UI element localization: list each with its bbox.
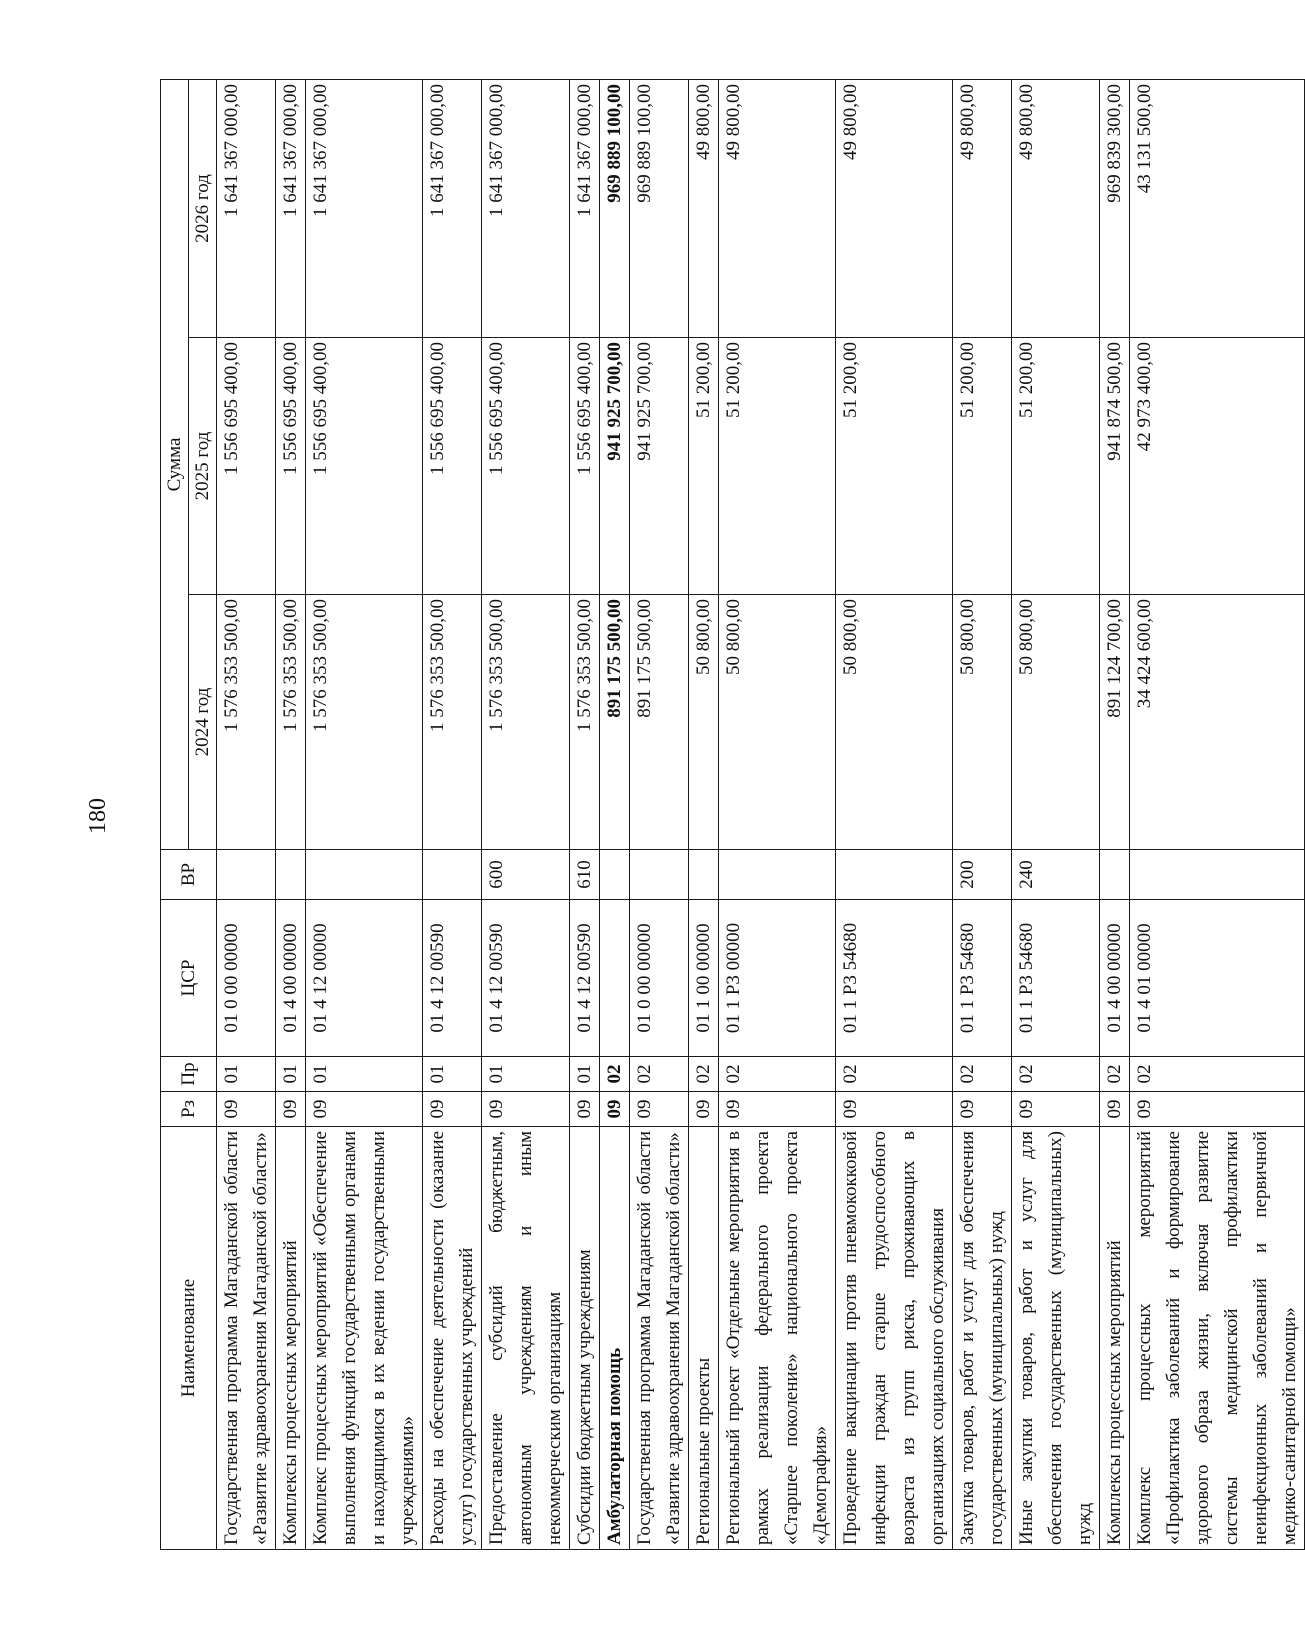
cell-csr: 01 1 Р3 54680 bbox=[1012, 900, 1100, 1057]
cell-sum-2024: 1 576 353 500,00 bbox=[276, 595, 306, 850]
table-row bbox=[217, 80, 276, 1550]
cell-sum-2024: 891 124 700,00 bbox=[1100, 595, 1130, 850]
cell-sum-2026: 1 641 367 000,00 bbox=[276, 80, 306, 338]
cell-pr: 02 bbox=[600, 1057, 630, 1092]
cell-vr: 240 bbox=[1012, 850, 1100, 900]
cell-sum-2024: 891 175 500,00 bbox=[630, 595, 689, 850]
cell-sum-2026: 1 641 367 000,00 bbox=[482, 80, 570, 338]
table-row bbox=[630, 80, 689, 1550]
table-row bbox=[1130, 80, 1305, 1550]
cell-pr: 01 bbox=[306, 1057, 423, 1092]
cell-rz: 09 bbox=[276, 1092, 306, 1127]
table-body bbox=[217, 80, 1305, 1550]
cell-name: Комплекс процессных мероприятий «Профилактика заболеваний и формирование здорового образа жизни, включая развитие системы медицинской профилактики неинфекционных заболеваний и первичной медико-санитарной помощи» bbox=[1130, 1127, 1305, 1550]
cell-vr bbox=[600, 850, 630, 900]
cell-vr: 200 bbox=[953, 850, 1012, 900]
table-row bbox=[482, 80, 570, 1550]
cell-sum-2024: 50 800,00 bbox=[836, 595, 953, 850]
cell-sum-2024: 1 576 353 500,00 bbox=[217, 595, 276, 850]
cell-name: Закупка товаров, работ и услуг для обеспечения государственных (муниципальных) нужд bbox=[953, 1127, 1012, 1550]
table-row bbox=[423, 80, 482, 1550]
cell-vr bbox=[217, 850, 276, 900]
cell-csr bbox=[600, 900, 630, 1057]
page-number: 180 bbox=[85, 798, 111, 834]
cell-pr: 01 bbox=[570, 1057, 600, 1092]
cell-name: Комплекс процессных мероприятий «Обеспечение выполнения функций государственными органами и находящимися в их ведении государственными учреждениями» bbox=[306, 1127, 423, 1550]
cell-sum-2026: 43 131 500,00 bbox=[1130, 80, 1305, 338]
cell-sum-2026: 1 641 367 000,00 bbox=[217, 80, 276, 338]
cell-sum-2026: 49 800,00 bbox=[953, 80, 1012, 338]
cell-name: Региональный проект «Отдельные мероприятия в рамках реализации федерального проекта «Старшее поколение» национального проекта «Демография» bbox=[719, 1127, 836, 1550]
cell-sum-2025: 1 556 695 400,00 bbox=[570, 338, 600, 595]
header-pr: Пр bbox=[161, 1057, 217, 1092]
cell-vr bbox=[689, 850, 719, 900]
cell-sum-2025: 941 925 700,00 bbox=[600, 338, 630, 595]
cell-sum-2025: 1 556 695 400,00 bbox=[306, 338, 423, 595]
cell-name: Предоставление субсидий бюджетным, автономным учреждениям и иным некоммерческим организациям bbox=[482, 1127, 570, 1550]
cell-sum-2026: 969 889 100,00 bbox=[600, 80, 630, 338]
cell-rz: 09 bbox=[306, 1092, 423, 1127]
cell-csr: 01 4 12 00590 bbox=[423, 900, 482, 1057]
cell-sum-2026: 49 800,00 bbox=[1012, 80, 1100, 338]
cell-csr: 01 0 00 00000 bbox=[630, 900, 689, 1057]
cell-rz: 09 bbox=[217, 1092, 276, 1127]
cell-sum-2025: 1 556 695 400,00 bbox=[482, 338, 570, 595]
cell-vr bbox=[836, 850, 953, 900]
cell-name: Расходы на обеспечение деятельности (оказание услуг) государственных учреждений bbox=[423, 1127, 482, 1550]
cell-sum-2025: 51 200,00 bbox=[689, 338, 719, 595]
cell-sum-2025: 941 874 500,00 bbox=[1100, 338, 1130, 595]
cell-name: Государственная программа Магаданской области «Развитие здравоохранения Магаданской области» bbox=[630, 1127, 689, 1550]
cell-vr: 610 bbox=[570, 850, 600, 900]
cell-sum-2024: 34 424 600,00 bbox=[1130, 595, 1305, 850]
cell-name: Иные закупки товаров, работ и услуг для обеспечения государственных (муниципальных) нужд bbox=[1012, 1127, 1100, 1550]
cell-vr bbox=[719, 850, 836, 900]
cell-pr: 02 bbox=[689, 1057, 719, 1092]
table-row bbox=[836, 80, 953, 1550]
cell-rz: 09 bbox=[570, 1092, 600, 1127]
cell-sum-2025: 1 556 695 400,00 bbox=[276, 338, 306, 595]
header-vr: ВР bbox=[161, 850, 217, 900]
cell-sum-2026: 49 800,00 bbox=[689, 80, 719, 338]
cell-vr bbox=[276, 850, 306, 900]
cell-rz: 09 bbox=[423, 1092, 482, 1127]
cell-vr bbox=[423, 850, 482, 900]
cell-name: Региональные проекты bbox=[689, 1127, 719, 1550]
cell-sum-2024: 1 576 353 500,00 bbox=[306, 595, 423, 850]
cell-pr: 02 bbox=[1130, 1057, 1305, 1092]
cell-sum-2026: 49 800,00 bbox=[836, 80, 953, 338]
cell-csr: 01 1 Р3 54680 bbox=[836, 900, 953, 1057]
cell-pr: 02 bbox=[719, 1057, 836, 1092]
rotated-table-container bbox=[160, 80, 1300, 1550]
cell-rz: 09 bbox=[953, 1092, 1012, 1127]
header-year-2024: 2024 год bbox=[189, 595, 217, 850]
cell-sum-2026: 969 839 300,00 bbox=[1100, 80, 1130, 338]
cell-csr: 01 4 01 00000 bbox=[1130, 900, 1305, 1057]
table-row bbox=[276, 80, 306, 1550]
cell-sum-2024: 1 576 353 500,00 bbox=[423, 595, 482, 850]
cell-pr: 02 bbox=[630, 1057, 689, 1092]
cell-sum-2025: 941 925 700,00 bbox=[630, 338, 689, 595]
cell-vr bbox=[306, 850, 423, 900]
cell-rz: 09 bbox=[630, 1092, 689, 1127]
table-row bbox=[570, 80, 600, 1550]
cell-sum-2026: 49 800,00 bbox=[719, 80, 836, 338]
cell-vr bbox=[1100, 850, 1130, 900]
cell-pr: 02 bbox=[1012, 1057, 1100, 1092]
cell-name: Комплексы процессных мероприятий bbox=[1100, 1127, 1130, 1550]
cell-csr: 01 4 12 00590 bbox=[570, 900, 600, 1057]
cell-csr: 01 1 Р3 00000 bbox=[719, 900, 836, 1057]
cell-pr: 02 bbox=[953, 1057, 1012, 1092]
cell-name: Проведение вакцинации против пневмококковой инфекции граждан старше трудоспособного возраста из групп риска, проживающих в организациях социального обслуживания bbox=[836, 1127, 953, 1550]
cell-sum-2026: 1 641 367 000,00 bbox=[306, 80, 423, 338]
cell-sum-2024: 50 800,00 bbox=[689, 595, 719, 850]
table-row bbox=[719, 80, 836, 1550]
table-row bbox=[689, 80, 719, 1550]
table-row bbox=[953, 80, 1012, 1550]
cell-sum-2025: 1 556 695 400,00 bbox=[423, 338, 482, 595]
cell-sum-2025: 51 200,00 bbox=[953, 338, 1012, 595]
cell-sum-2025: 51 200,00 bbox=[836, 338, 953, 595]
cell-csr: 01 4 12 00000 bbox=[306, 900, 423, 1057]
cell-sum-2025: 51 200,00 bbox=[1012, 338, 1100, 595]
header-year-2026: 2026 год bbox=[189, 80, 217, 338]
cell-vr bbox=[630, 850, 689, 900]
header-rz: Рз bbox=[161, 1092, 217, 1127]
cell-name: Комплексы процессных мероприятий bbox=[276, 1127, 306, 1550]
cell-rz: 09 bbox=[1130, 1092, 1305, 1127]
table-row bbox=[306, 80, 423, 1550]
header-row-1 bbox=[161, 80, 189, 1550]
table-row bbox=[1100, 80, 1130, 1550]
table-row bbox=[1012, 80, 1100, 1550]
cell-pr: 02 bbox=[836, 1057, 953, 1092]
cell-sum-2024: 1 576 353 500,00 bbox=[482, 595, 570, 850]
cell-sum-2024: 891 175 500,00 bbox=[600, 595, 630, 850]
cell-sum-2024: 50 800,00 bbox=[953, 595, 1012, 850]
budget-table bbox=[160, 79, 1305, 1550]
cell-csr: 01 1 00 00000 bbox=[689, 900, 719, 1057]
cell-csr: 01 4 00 00000 bbox=[1100, 900, 1130, 1057]
header-year-2025: 2025 год bbox=[189, 338, 217, 595]
cell-pr: 02 bbox=[1100, 1057, 1130, 1092]
cell-sum-2025: 1 556 695 400,00 bbox=[217, 338, 276, 595]
cell-sum-2026: 1 641 367 000,00 bbox=[570, 80, 600, 338]
cell-pr: 01 bbox=[423, 1057, 482, 1092]
cell-name: Субсидии бюджетным учреждениям bbox=[570, 1127, 600, 1550]
cell-rz: 09 bbox=[1012, 1092, 1100, 1127]
cell-rz: 09 bbox=[1100, 1092, 1130, 1127]
cell-csr: 01 4 12 00590 bbox=[482, 900, 570, 1057]
cell-sum-2025: 42 973 400,00 bbox=[1130, 338, 1305, 595]
cell-name: Амбулаторная помощь bbox=[600, 1127, 630, 1550]
header-sum: Сумма bbox=[161, 80, 189, 850]
cell-rz: 09 bbox=[719, 1092, 836, 1127]
cell-sum-2026: 969 889 100,00 bbox=[630, 80, 689, 338]
header-name: Наименование bbox=[161, 1127, 217, 1550]
cell-rz: 09 bbox=[482, 1092, 570, 1127]
cell-pr: 01 bbox=[217, 1057, 276, 1092]
cell-rz: 09 bbox=[836, 1092, 953, 1127]
cell-name: Государственная программа Магаданской области «Развитие здравоохранения Магаданской области» bbox=[217, 1127, 276, 1550]
cell-rz: 09 bbox=[600, 1092, 630, 1127]
cell-sum-2025: 51 200,00 bbox=[719, 338, 836, 595]
cell-csr: 01 4 00 00000 bbox=[276, 900, 306, 1057]
cell-csr: 01 0 00 00000 bbox=[217, 900, 276, 1057]
cell-sum-2024: 50 800,00 bbox=[719, 595, 836, 850]
cell-sum-2024: 50 800,00 bbox=[1012, 595, 1100, 850]
cell-rz: 09 bbox=[689, 1092, 719, 1127]
cell-pr: 01 bbox=[276, 1057, 306, 1092]
cell-sum-2024: 1 576 353 500,00 bbox=[570, 595, 600, 850]
cell-csr: 01 1 Р3 54680 bbox=[953, 900, 1012, 1057]
cell-vr: 600 bbox=[482, 850, 570, 900]
header-csr: ЦСР bbox=[161, 900, 217, 1057]
table-row bbox=[600, 80, 630, 1550]
cell-pr: 01 bbox=[482, 1057, 570, 1092]
cell-sum-2026: 1 641 367 000,00 bbox=[423, 80, 482, 338]
cell-vr bbox=[1130, 850, 1305, 900]
